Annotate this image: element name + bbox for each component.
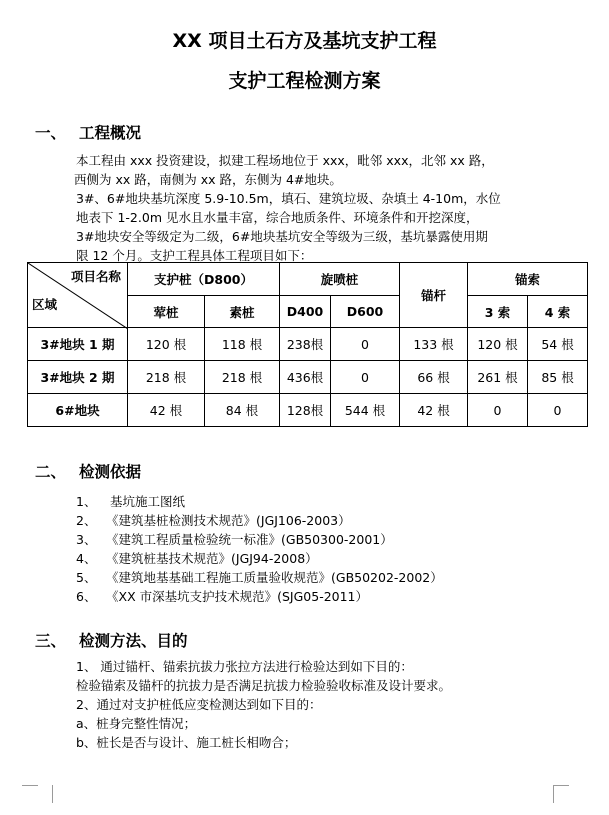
table-cell: 120 根 <box>468 328 528 361</box>
overview-paragraph <box>76 151 501 265</box>
list-item <box>76 511 443 530</box>
section-number: 三、 <box>35 632 67 650</box>
list-item-number: 4、 <box>76 551 97 566</box>
page-corner-mark <box>553 785 569 786</box>
table-corner-cell <box>28 263 128 328</box>
paragraph-line: 本工程由 xxx 投资建设，拟建工程场地位于 xxx，毗邻 xxx，北邻 xx 路， <box>76 153 494 168</box>
table-cell: 118 根 <box>205 328 280 361</box>
section-title: 工程概况 <box>79 124 142 142</box>
paragraph-line: b、桩长是否与设计、施工桩长相吻合； <box>76 735 297 750</box>
list-item-number: 5、 <box>76 570 97 585</box>
paragraph-line: a、桩身完整性情况； <box>76 716 197 731</box>
table-cell: 0 <box>528 394 588 427</box>
table-cell: 218 根 <box>205 361 280 394</box>
list-item-text: 《XX 市深基坑支护技术规范》(SJG05-2011） <box>106 589 369 604</box>
table-cell: 436根 <box>280 361 331 394</box>
page-corner-mark <box>22 785 38 786</box>
header-anchor-rod: 锚杆 <box>400 263 468 328</box>
header-support-pile: 支护桩（D800） <box>128 263 280 296</box>
header-jet-grout-pile: 旋喷桩 <box>280 263 400 296</box>
list-item-number: 6、 <box>76 589 97 604</box>
subheader-cable3: 3 索 <box>468 296 528 328</box>
basis-list <box>76 492 443 606</box>
table-cell: 120 根 <box>128 328 205 361</box>
subheader-d400: D400 <box>280 296 331 328</box>
list-item-text: 《建筑工程质量检验统一标准》(GB50300-2001） <box>106 532 393 547</box>
corner-label-area: 区域 <box>32 297 58 312</box>
table-row <box>28 361 588 394</box>
paragraph-line: 西侧为 xx 路，南侧为 xx 路，东侧为 4#地块。 <box>74 172 342 187</box>
table-cell: 261 根 <box>468 361 528 394</box>
section-heading-overview <box>35 121 141 143</box>
paragraph-line: 地表下 1-2.0m 见水且水量丰富，综合地质条件、环境条件和开挖深度， <box>76 210 479 225</box>
list-item-text: 基坑施工图纸 <box>106 494 185 509</box>
list-item-number: 1、 <box>76 494 97 509</box>
header-anchor-cable: 锚索 <box>468 263 588 296</box>
list-item <box>76 568 443 587</box>
corner-label-item: 项目名称 <box>70 269 121 284</box>
section-title: 检测依据 <box>79 463 142 481</box>
paragraph-line: 1、 通过锚杆、锚索抗拔力张拉方法进行检验达到如下目的： <box>76 659 413 674</box>
table-cell: 544 根 <box>331 394 400 427</box>
table-cell: 218 根 <box>128 361 205 394</box>
section-number: 二、 <box>35 463 67 481</box>
list-item-text: 《建筑地基基础工程施工质量验收规范》(GB50202-2002） <box>106 570 443 585</box>
paragraph-line: 3#、6#地块基坑深度 5.9-10.5m，填石、建筑垃圾、杂填土 4-10m，水位 <box>76 191 501 206</box>
list-item <box>76 492 443 511</box>
table-cell: 84 根 <box>205 394 280 427</box>
row-area: 3#地块 2 期 <box>28 361 128 394</box>
document-title: XX 项目土石方及基坑支护工程 <box>172 30 437 52</box>
row-area: 3#地块 1 期 <box>28 328 128 361</box>
list-item-text: 《建筑桩基技术规范》(JGJ94-2008） <box>106 551 318 566</box>
subheader-cable4: 4 索 <box>528 296 588 328</box>
paragraph-line: 3#地块安全等级定为二级，6#地块基坑安全等级为三级，基坑暴露使用期 <box>76 229 488 244</box>
section-number: 一、 <box>35 124 67 142</box>
row-area: 6#地块 <box>28 394 128 427</box>
page-corner-mark <box>553 785 554 803</box>
list-item-number: 2、 <box>76 513 97 528</box>
section-title: 检测方法、目的 <box>79 632 188 650</box>
list-item <box>76 587 443 606</box>
page-corner-mark <box>38 785 53 803</box>
table-cell: 0 <box>331 328 400 361</box>
subheader-pile1: 荤桩 <box>128 296 205 328</box>
table-cell: 0 <box>468 394 528 427</box>
project-table <box>27 262 588 427</box>
table-row <box>28 328 588 361</box>
table-cell: 42 根 <box>128 394 205 427</box>
section-heading-methods <box>35 629 188 651</box>
table-cell: 128根 <box>280 394 331 427</box>
table-cell: 42 根 <box>400 394 468 427</box>
list-item-text: 《建筑基桩检测技术规范》(JGJ106-2003） <box>106 513 351 528</box>
list-item <box>76 530 443 549</box>
table-cell: 66 根 <box>400 361 468 394</box>
subheader-d600: D600 <box>331 296 400 328</box>
paragraph-line: 检验锚索及锚杆的抗拔力是否满足抗拔力检验验收标准及设计要求。 <box>76 678 452 693</box>
list-item <box>76 549 443 568</box>
document-subtitle: 支护工程检测方案 <box>228 70 381 92</box>
paragraph-line: 2、通过对支护桩低应变检测达到如下目的： <box>76 697 322 712</box>
methods-paragraph <box>76 657 451 752</box>
table-cell: 238根 <box>280 328 331 361</box>
section-heading-basis <box>35 460 141 482</box>
subheader-pile2: 素桩 <box>205 296 280 328</box>
paragraph-line: 限 12 个月。支护工程具体工程项目如下： <box>76 248 313 263</box>
list-item-number: 3、 <box>76 532 97 547</box>
table-row <box>28 394 588 427</box>
table-cell: 85 根 <box>528 361 588 394</box>
table-cell: 133 根 <box>400 328 468 361</box>
table-cell: 0 <box>331 361 400 394</box>
table-cell: 54 根 <box>528 328 588 361</box>
